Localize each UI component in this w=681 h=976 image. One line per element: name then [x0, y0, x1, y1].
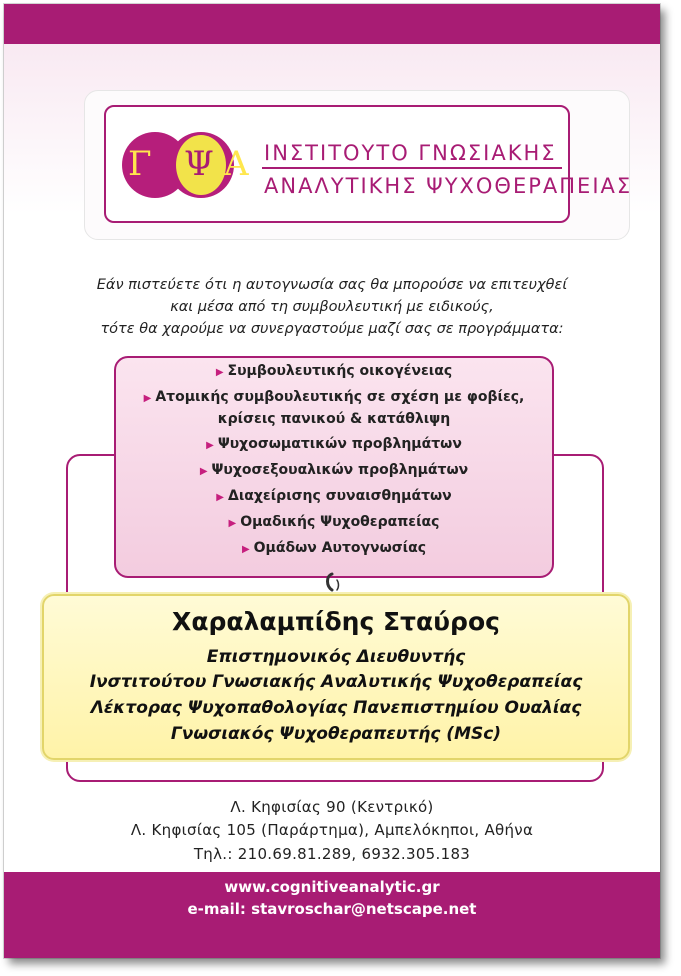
- services-list: [114, 361, 554, 564]
- email-link[interactable]: e-mail: stavroschar@netscape.net: [187, 900, 477, 918]
- service-item: [114, 387, 554, 430]
- service-label: κρίσεις πανικού & κατάθλιψη: [217, 411, 451, 427]
- website-link[interactable]: www.cognitiveanalytic.gr: [224, 878, 440, 896]
- bullet-icon: ▶: [216, 492, 224, 503]
- bullet-icon: ▶: [241, 544, 250, 555]
- intro-line: Εάν πιστεύετε ότι η αυτογνωσία σας θα μπορούσε να επιτευχθεί: [96, 277, 568, 293]
- service-item: [114, 434, 554, 456]
- address-main: Λ. Κηφισίας 90 (Κεντρικό): [230, 798, 434, 816]
- intro-text: [44, 274, 620, 340]
- bullet-icon: ▶: [228, 518, 237, 529]
- hook-icon-graphic: [320, 572, 346, 596]
- service-label: Ομάδων Αυτογνωσίας: [253, 540, 427, 556]
- person-role: Επιστημονικός Διευθυντής: [206, 647, 466, 667]
- hook-icon: [320, 572, 346, 596]
- institute-title-line2: ΑΝΑΛΥΤΙΚΗΣ ΨΥΧΟΘΕΡΑΠΕΙΑΣ: [264, 174, 633, 198]
- service-item: [114, 460, 554, 482]
- top-color-band: [4, 4, 660, 44]
- service-item: [114, 538, 554, 560]
- bullet-icon: ▶: [215, 367, 224, 378]
- service-item: [114, 512, 554, 534]
- person-role: Γνωσιακός Ψυχοθεραπευτής (MSc): [170, 724, 502, 744]
- logo-letter-psi: Ψ: [184, 144, 214, 184]
- service-label: Διαχείρισης συναισθημάτων: [227, 488, 452, 504]
- phone-numbers: Τηλ.: 210.69.81.289, 6932.305.183: [193, 845, 471, 863]
- service-label: Ψυχοσεξουαλικών προβλημάτων: [211, 462, 469, 478]
- service-label: Ατομικής συμβουλευτικής σε σχέση με φοβίες,: [155, 389, 525, 405]
- logo-divider: [262, 167, 562, 169]
- person-role: Λέκτορας Ψυχοπαθολογίας Πανεπιστημίου Ουαλίας: [90, 698, 582, 718]
- service-label: Ομαδικής Ψυχοθεραπείας: [240, 514, 440, 530]
- service-label: Συμβουλευτικής οικογένειας: [227, 363, 453, 379]
- flyer: [4, 4, 660, 958]
- person-role: Ινστιτούτου Γνωσιακής Αναλυτικής Ψυχοθεραπείας: [89, 672, 583, 692]
- bullet-icon: ▶: [143, 393, 152, 404]
- bullet-icon: ▶: [206, 440, 214, 451]
- person-name: Χαραλαμπίδης Σταύρος: [172, 607, 500, 636]
- intro-line: και μέσα από τη συμβουλευτική με ειδικούς,: [170, 299, 494, 315]
- service-label: Ψυχοσωματικών προβλημάτων: [217, 436, 462, 452]
- service-item: [114, 486, 554, 508]
- service-item: [114, 361, 554, 383]
- bullet-icon: ▶: [199, 466, 208, 477]
- institute-title-line1: ΙΝΣΤΙΤΟΥΤΟ ΓΝΩΣΙΑΚΗΣ: [264, 141, 557, 165]
- logo-letter-alpha: Α: [224, 144, 249, 184]
- address-branch: Λ. Κηφισίας 105 (Παράρτημα), Αμπελόκηποι, Αθήνα: [130, 821, 534, 839]
- intro-line: τότε θα χαρούμε να συνεργαστούμε μαζί σας σε προγράμματα:: [100, 321, 564, 337]
- logo-letter-gamma: Γ: [128, 144, 152, 184]
